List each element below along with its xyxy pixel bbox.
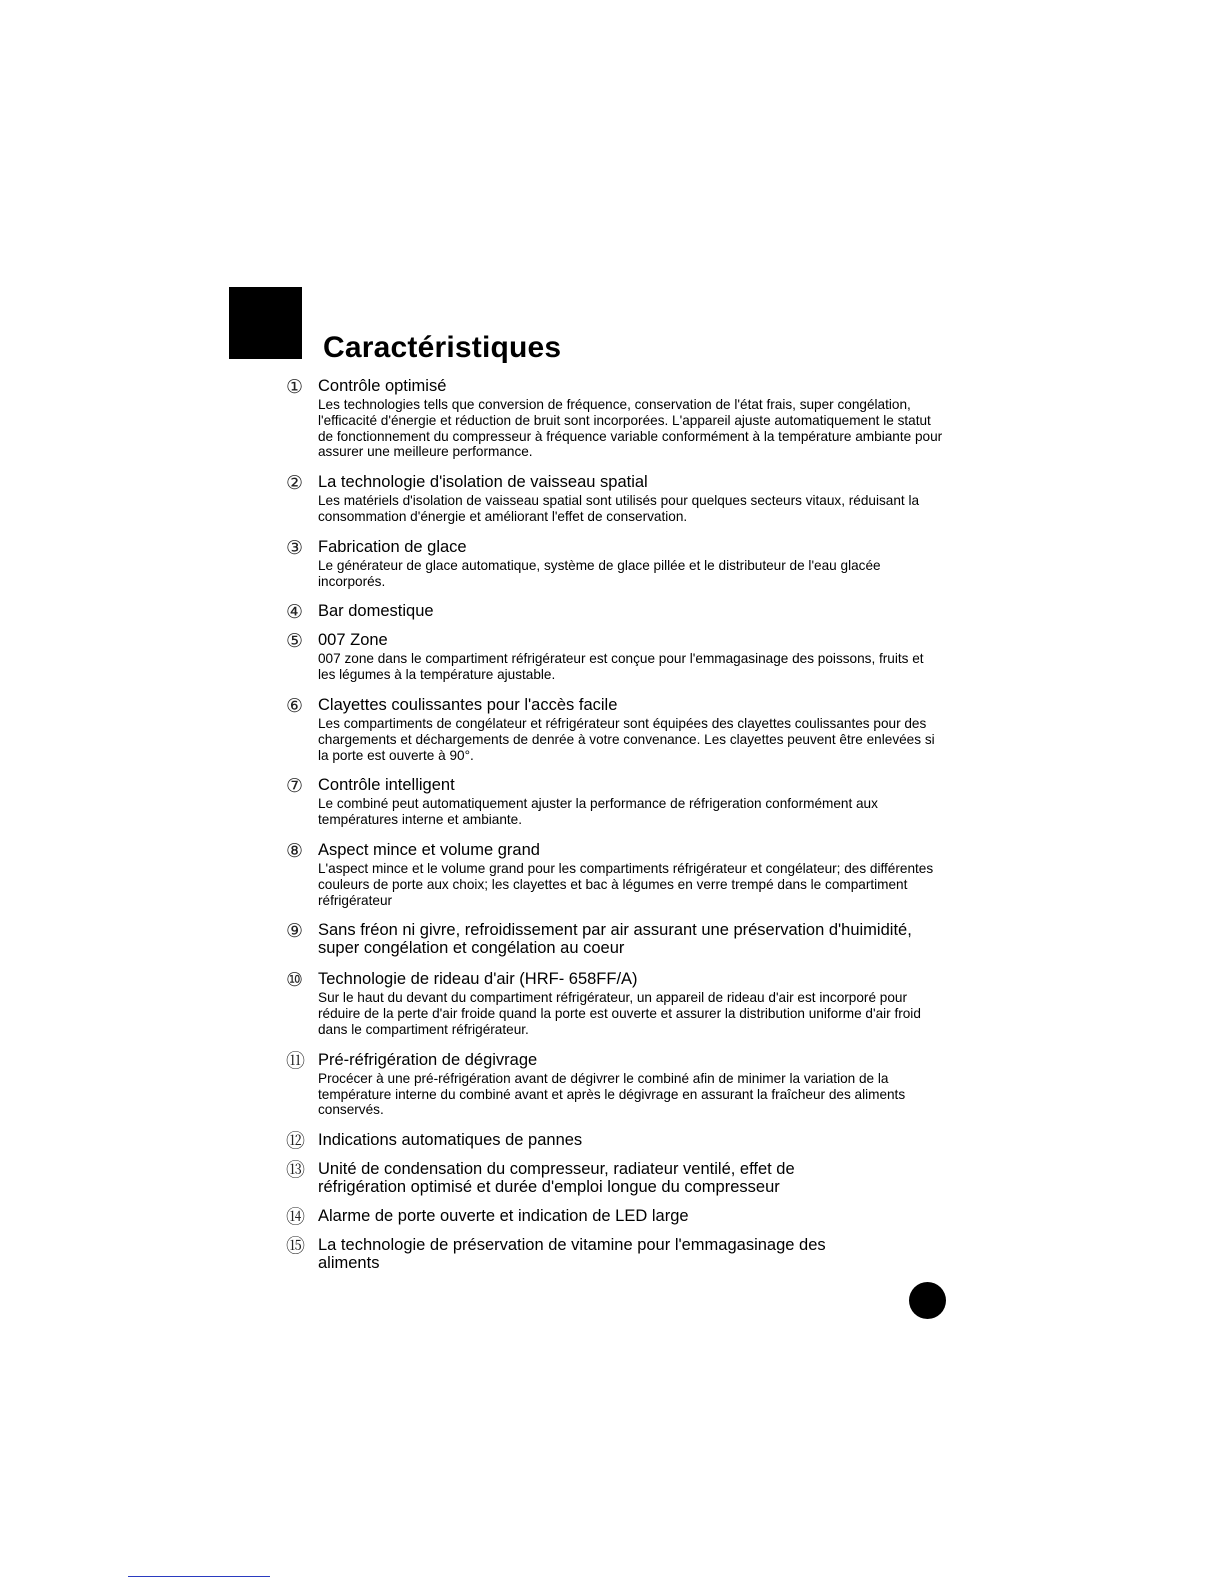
page-title: Caractéristiques [323, 331, 562, 364]
feature-number: ⑦ [286, 775, 304, 798]
feature-title: Clayettes coulissantes pour l'accès facile [318, 695, 618, 714]
feature-title: Contrôle intelligent [318, 776, 455, 795]
feature-item-5 [286, 631, 944, 683]
feature-title: Fabrication de glace [318, 537, 467, 556]
feature-title: Unité de condensation du compresseur, radiateur ventilé, effet de réfrigération optimisé et durée d'emploi longue du compresseur [318, 1160, 795, 1197]
feature-item-6 [286, 696, 944, 763]
feature-title: Pré-réfrigération de dégivrage [318, 1050, 538, 1069]
feature-item-4 [286, 601, 944, 624]
section-tab-marker [229, 287, 302, 359]
feature-item-12 [286, 1130, 944, 1153]
feature-number: ⑩ [286, 969, 304, 992]
feature-title: La technologie de préservation de vitamine pour l'emmagasinage des aliments [318, 1236, 826, 1273]
feature-item-14 [286, 1206, 944, 1229]
feature-number: ⑪ [286, 1049, 306, 1072]
feature-number: ⑬ [286, 1159, 306, 1182]
feature-item-1 [286, 377, 944, 460]
feature-description: Sur le haut du devant du compartiment réfrigérateur, un appareil de rideau d'air est incorporé pour réduire de la perte d'air froide quand la porte est ouverte et assurer la distribution uniforme d'air froid dans le compartiment réfrigérateur. [318, 990, 921, 1037]
feature-title: Sans fréon ni givre, refroidissement par air assurant une préservation d'huimidité, super congélation et congélation au coeur [318, 921, 912, 958]
feature-number: ⑥ [286, 694, 304, 717]
feature-title: Technologie de rideau d'air (HRF- 658FF/A) [318, 970, 638, 989]
feature-item-11 [286, 1051, 944, 1118]
feature-item-3 [286, 538, 944, 590]
feature-number: ② [286, 472, 304, 495]
feature-description: Le combiné peut automatiquement ajuster la performance de réfrigeration conformément aux températures interne et ambiante. [318, 796, 878, 828]
feature-number: ③ [286, 536, 304, 559]
feature-item-7 [286, 776, 944, 828]
feature-number: ④ [286, 601, 304, 624]
feature-number: ⑧ [286, 839, 304, 862]
feature-number: ⑮ [286, 1235, 306, 1258]
feature-number: ⑭ [286, 1206, 306, 1229]
feature-description: Les compartiments de congélateur et réfrigérateur sont équipées des clayettes coulissantes pour des chargements et déchargements de denrée à votre convenance. Les clayettes peuvent être enlevées si la porte est ouverte à 90°. [318, 715, 935, 763]
feature-description: L'aspect mince et le volume grand pour les compartiments réfrigérateur et congélateur; des différentes couleurs de porte aux choix; les clayettes et bac à légumes en verre trempé dans le compartiment réfrigérateur [318, 860, 934, 908]
feature-number: ⑤ [286, 630, 304, 653]
feature-description: 007 zone dans le compartiment réfrigérateur est conçue pour l'emmagasinage des poissons, fruits et les légumes à la température ajustable. [318, 651, 924, 683]
feature-item-9 [286, 921, 913, 957]
feature-title: 007 Zone [318, 631, 388, 650]
feature-item-13 [286, 1160, 878, 1196]
feature-item-2 [286, 473, 944, 525]
feature-title: Bar domestique [318, 602, 434, 621]
feature-description: Les technologies tells que conversion de fréquence, conservation de l'état frais, super congélation, l'efficacité d'énergie et réduction de bruit sont incorporées. L'appareil ajuste automatiquement le statut de fonctionnement du compresseur à fréquence variable conformément à la température ambiante pour assurer une meilleure performance. [318, 397, 943, 460]
feature-item-8 [286, 841, 944, 908]
feature-item-10 [286, 970, 944, 1037]
feature-number: ① [286, 376, 304, 398]
feature-title: La technologie d'isolation de vaisseau spatial [318, 473, 648, 492]
feature-description: Les matériels d'isolation de vaisseau spatial sont utilisés pour quelques secteurs vitaux, réduisant la consommation d'énergie et améliorant l'effet de conservation. [318, 493, 920, 524]
feature-title: Indications automatiques de pannes [318, 1131, 583, 1150]
feature-item-15 [286, 1236, 888, 1272]
feature-list [286, 376, 943, 1273]
feature-title: Aspect mince et volume grand [318, 840, 540, 859]
feature-description: Le générateur de glace automatique, système de glace pillée et le distributeur de l'eau glacée incorporés. [318, 557, 881, 589]
feature-number: ⑨ [286, 920, 304, 943]
feature-number: ⑫ [286, 1130, 306, 1153]
page-marker-dot [909, 1282, 946, 1319]
feature-title: Contrôle optimisé [318, 377, 447, 395]
feature-description: Procécer à une pré-réfrigération avant de dégivrer le combiné afin de minimer la variation de la température interne du combiné avant et après le dégivrage en assurant la fraîcheur des aliments conservés. [318, 1070, 906, 1118]
footer-rule [128, 1576, 270, 1577]
feature-title: Alarme de porte ouverte et indication de LED large [318, 1207, 689, 1226]
